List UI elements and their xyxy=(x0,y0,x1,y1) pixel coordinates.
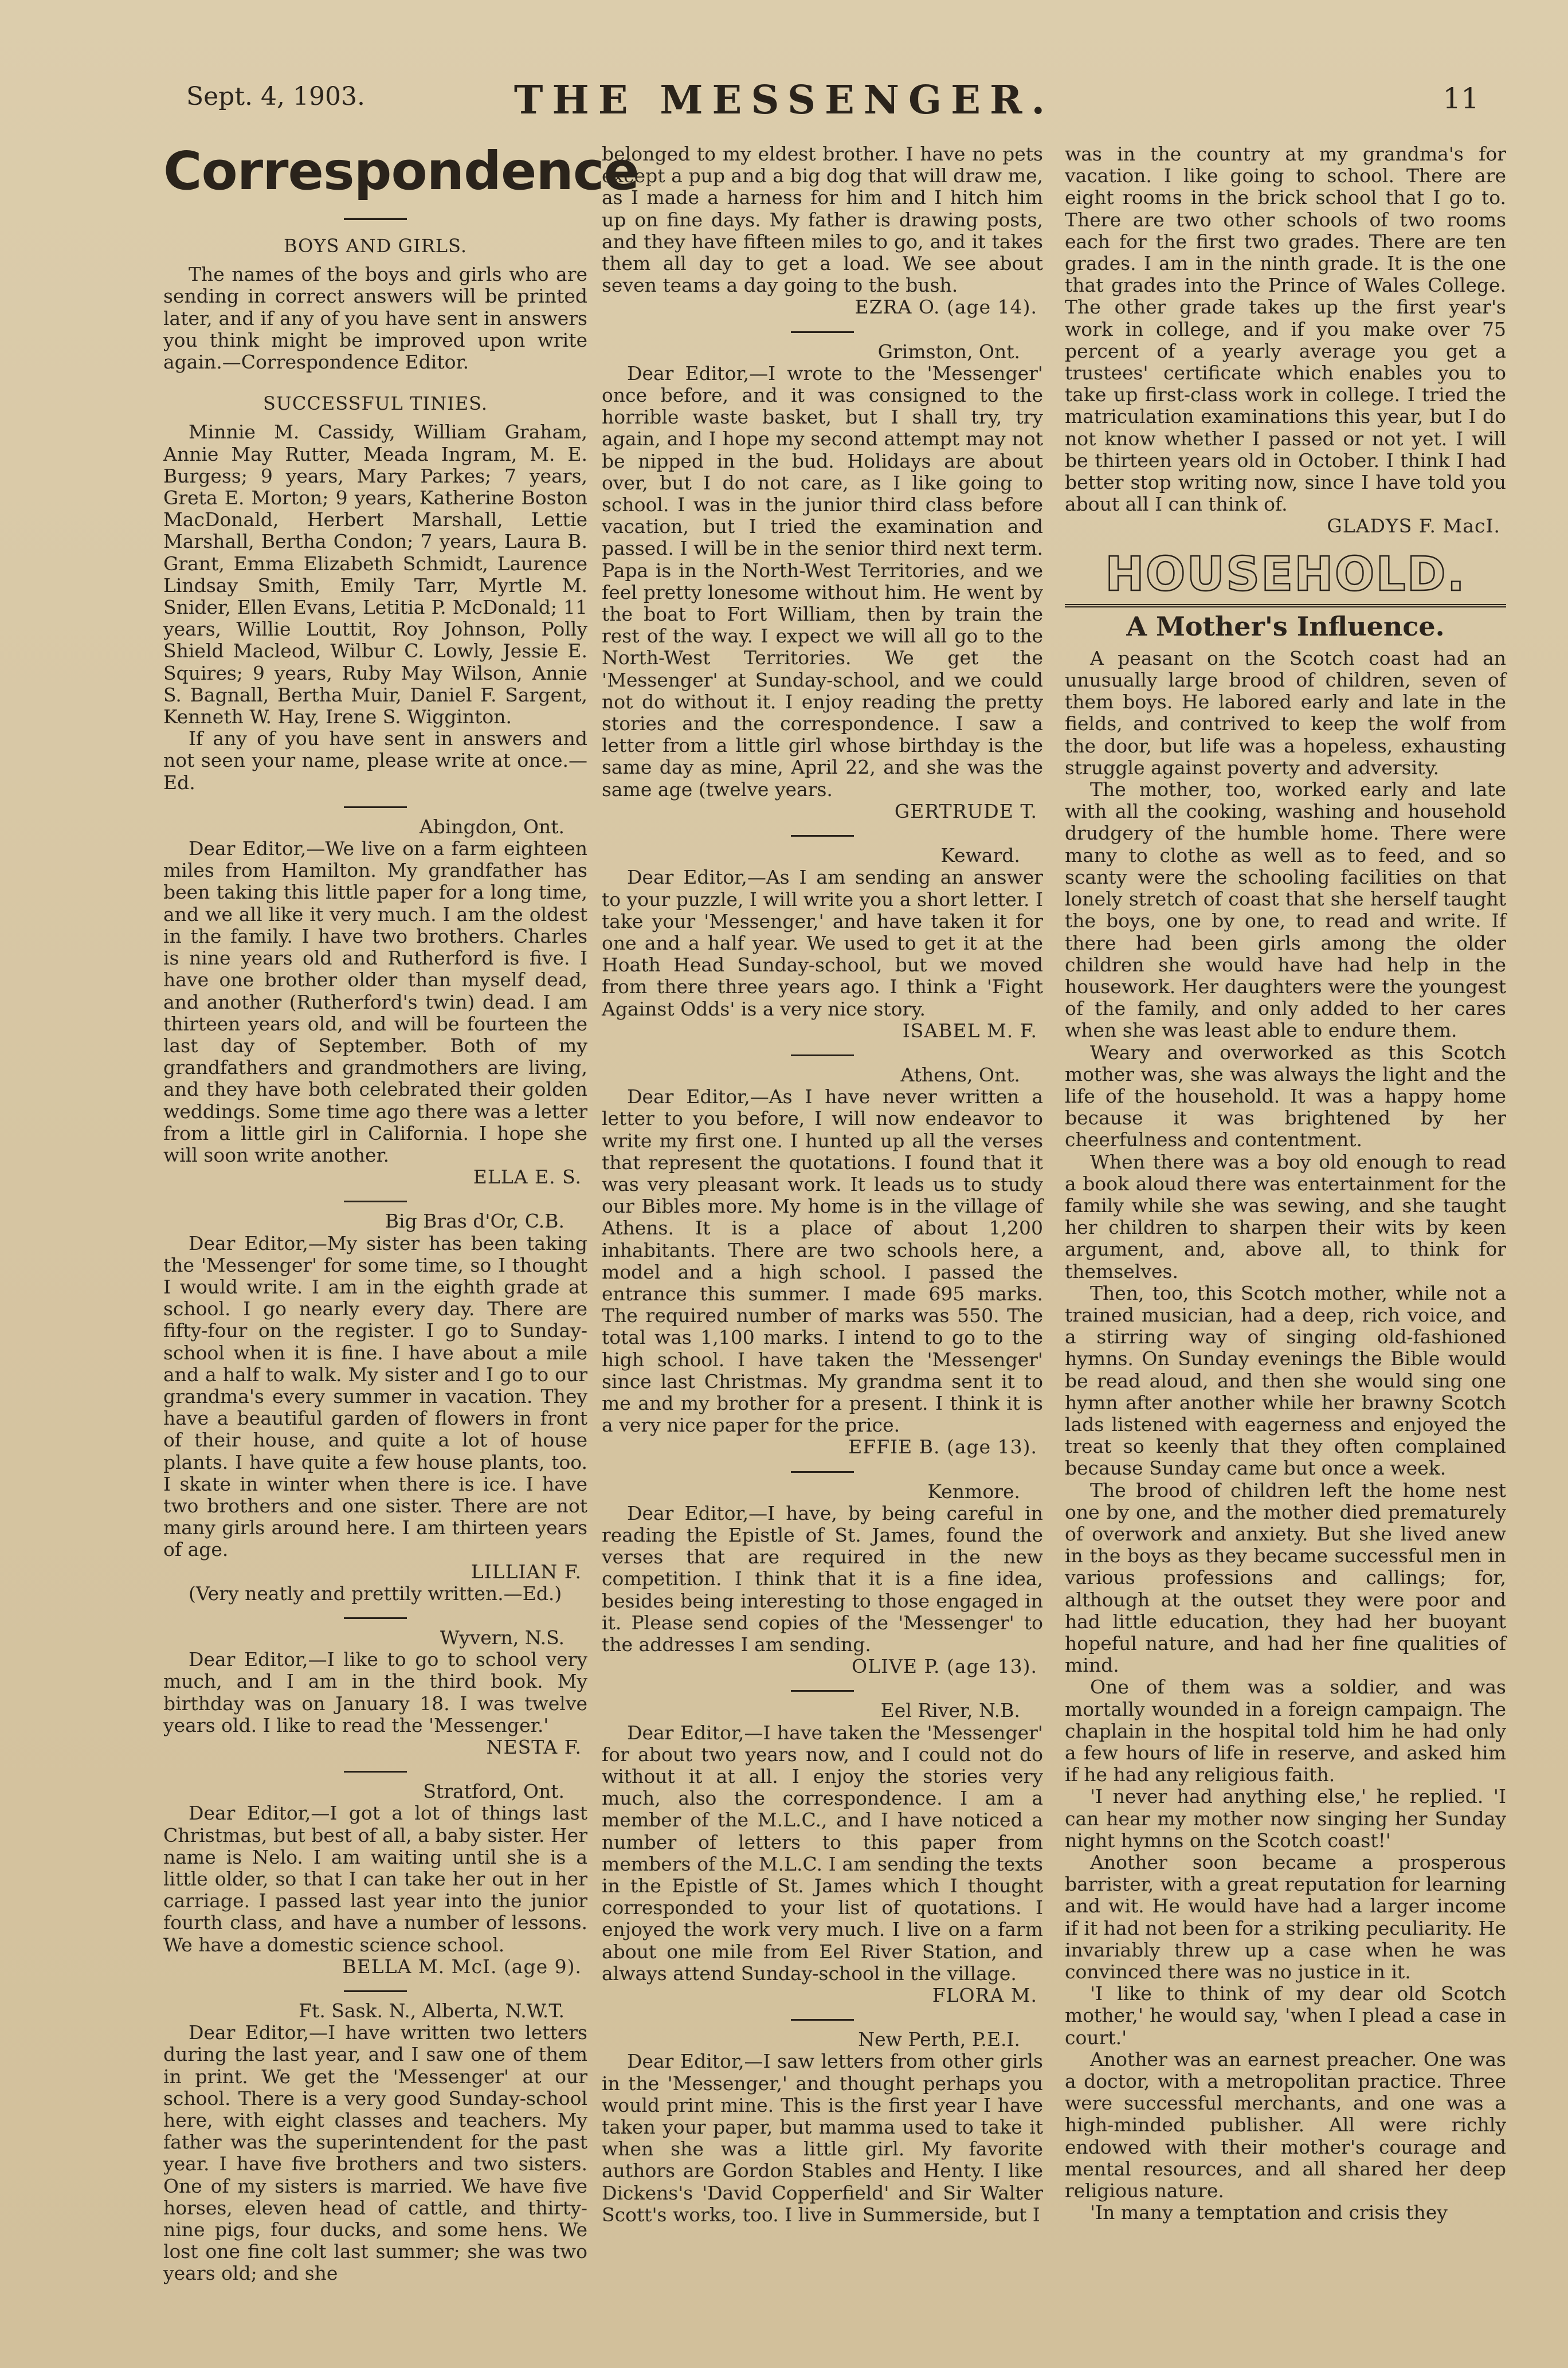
letter-dateline: Grimston, Ont. xyxy=(877,340,1020,363)
story-paragraph: 'I never had anything else,' he replied. 'I can hear my mother now singing her Sunday night hymns on the Scotch coast!' xyxy=(1065,1785,1506,1852)
story-title: A Mother's Influence. xyxy=(1126,610,1445,642)
letter-body: Dear Editor,—We live on a farm eighteen miles from Hamilton. My grandfather has been taking this little paper for a long time, and we all like it very much. I am the oldest in the family. I have two brothers. Charles is nine years old and Rutherford is five. I have one brother older than myself dead, and another (Rutherford's twin) dead. I am thirteen years old, and will be fourteen the last day of September. Both of my grandfathers and grandmothers are living, and they have both celebrated their golden weddings. Some time ago there was a letter from a little girl in California. I hope she will soon write another. xyxy=(163,837,587,1166)
letter-body: Dear Editor,—As I have never written a letter to you before, I will now endeavor to write my first one. I hunted up all the verses that represent the quotations. I found that it was very pleasant work. It leads us to study our Bibles more. My home is in the village of Athens. It is a place of about 1,200 inhabitants. There are two schools here, a model and a high school. I passed the entrance this summer. I made 695 marks. The required number of marks was 550. The total was 1,100 marks. I intend to go to the high school. I have taken the 'Messenger' since last Christmas. My grandma sent it to me and my brother for a present. I think it is a very nice paper for the price. xyxy=(602,1085,1043,1437)
story-paragraph: Another was an earnest preacher. One was a doctor, with a metropolitan practice. Three were successful merchants, and one was a high-minded publisher. All were richly endowed with their mother's courage and mental resources, and all shared her deep religious nature. xyxy=(1065,2048,1506,2202)
divider xyxy=(791,331,854,333)
letter-dateline: Ft. Sask. N., Alberta, N.W.T. xyxy=(299,2000,565,2022)
letter-continuation: belonged to my eldest brother. I have no pets except a pup and a big dog that will draw me, as I made a harness for him and I hitch him up on fine days. My father is drawing posts, and they have fifteen miles to go, and it takes them all day to get a load. We see about seven teams a day going to the bush. xyxy=(602,143,1043,297)
letter-dateline: Big Bras d'Or, C.B. xyxy=(385,1210,565,1233)
divider xyxy=(344,806,407,808)
story-paragraph: Weary and overworked as this Scotch mother was, she was always the light and the life of the household. It was a happy home because it was brightened by her cheerfulness and contentment. xyxy=(1065,1041,1506,1151)
letter-signature: ISABEL M. F. xyxy=(902,1019,1037,1042)
letter-body: Dear Editor,—I wrote to the 'Messenger' once before, and it was consigned to the horrible waste basket, but I shall try, try again, and I hope my second attempt may not be nipped in the bud. Holidays are about over, but I do not care, as I like going to school. I was in the junior third class before vacation, but I tried the examination and passed. I will be in the senior third next term. Papa is in the North-West Territories, and we feel pretty lonesome without him. He went by the boat to Fort William, then by train the rest of the way. I expect we will all go to the North-West Territories. We get the 'Messenger' at Sunday-school, and we could not do without it. I enjoy reading the pretty stories and the correspondence. I saw a letter from a little girl whose birthday is the same day as mine, April 22, and she was the same age (twelve years. xyxy=(602,362,1043,801)
letter-dateline: New Perth, P.E.I. xyxy=(858,2028,1020,2051)
divider xyxy=(344,1990,407,1992)
story-paragraph: A peasant on the Scotch coast had an unusually large brood of children, seven of them boys. He labored early and late in the fields, and contrived to keep the wolf from the door, but life was a hopeless, exhausting struggle against poverty and adversity. xyxy=(1065,646,1506,779)
letter-dateline: Wyvern, N.S. xyxy=(440,1626,565,1649)
letter-signature: BELLA M. McI. (age 9). xyxy=(342,1955,582,1978)
story-paragraph: One of them was a soldier, and was mortally wounded in a foreign campaign. The chaplain in the hospital told him he had only a few hours of life in reserve, and asked him if he had any religious faith. xyxy=(1065,1676,1506,1786)
page-number: 11 xyxy=(1442,82,1479,115)
story-paragraph: 'I like to think of my dear old Scotch mother,' he would say, 'when I plead a case in court.' xyxy=(1065,1982,1506,2049)
letter-signature: GLADYS F. MacI. xyxy=(1327,515,1500,538)
household-heading: HOUSEHOLD. xyxy=(1065,548,1506,607)
running-header xyxy=(0,72,1568,135)
letter-body: Dear Editor,—My sister has been taking the 'Messenger' for some time, so I thought I would write. I am in the eighth grade at school. I go nearly every day. There are fifty-four on the register. I go to Sunday-school when it is fine. I have about a mile and a half to walk. My sister and I go to our grandma's every summer in vacation. They have a beautiful garden of flowers in front of their house, and quite a lot of house plants. I have quite a few house plants, too. I skate in winter when there is ice. I have two brothers and one sister. There are not many girls around here. I am thirteen years of age. xyxy=(163,1232,587,1561)
letter-body: Dear Editor,—I have written two letters during the last year, and I saw one of them in print. We get the 'Messenger' at our school. There is a very good Sunday-school here, with eight classes and teachers. My father was the superintendent for the past year. I have five brothers and two sisters. One of my sisters is married. We have five horses, eleven head of cattle, and thirty-nine pigs, four ducks, and some hens. We lost one fine colt last summer; she was two years old; and she xyxy=(163,2021,587,2285)
divider xyxy=(791,1471,854,1473)
editor-note: (Very neatly and prettily written.—Ed.) xyxy=(189,1582,562,1605)
story-paragraph: When there was a boy old enough to read a book aloud there was entertainment for the family while she was sewing, and she taught her children to sharpen their wits by keen argument, and, above all, to think for themselves. xyxy=(1065,1150,1506,1283)
letter-signature: GERTRUDE T. xyxy=(894,799,1037,822)
newspaper-title: THE MESSENGER. xyxy=(513,77,1055,123)
letter-body: Dear Editor,—I saw letters from other girls in the 'Messenger,' and thought perhaps you would print mine. This is the first year I have taken your paper, but mamma used to take it when she was a little girl. My favorite authors are Gordon Stables and Henty. I like Dickens's 'David Copperfield' and Sir Walter Scott's works, too. I live in Summerside, but I xyxy=(602,2050,1043,2226)
intro-paragraph: The names of the boys and girls who are sending in correct answers will be printed later, and if any of you have sent in answers you think might be improved upon write again.—Correspondence Editor. xyxy=(163,263,587,374)
letter-signature: LILLIAN F. xyxy=(471,1560,582,1583)
correspondence-heading: Correspondence xyxy=(163,140,639,202)
divider xyxy=(344,1617,407,1619)
column-2 xyxy=(602,143,1043,2226)
letter-body: Dear Editor,—I have taken the 'Messenger' for about two years now, and I could not do without it at all. I enjoy the stories very much, also the correspondence. I am a member of the M.L.C., and I have noticed a number of letters to this paper from members of the M.L.C. I am sending the texts in the Epistle of St. James which I thought corresponded to your list of quotations. I enjoyed the work very much. I live on a farm about one mile from Eel River Station, and always attend Sunday-school in the village. xyxy=(602,1721,1043,1985)
letter-signature: FLORA M. xyxy=(932,1984,1037,2007)
letter-dateline: Eel River, N.B. xyxy=(880,1699,1020,1722)
story-paragraph: Then, too, this Scotch mother, while not a trained musician, had a deep, rich voice, and a stirring way of singing old-fashioned hymns. On Sunday evenings the Bible would be read aloud, and then she would sing one hymn after another while her brawny Scotch lads listened with eagerness and enjoyed the treat so keenly that they often complained because Sunday came but once a week. xyxy=(1065,1281,1506,1480)
letter-dateline: Stratford, Ont. xyxy=(423,1780,565,1803)
divider xyxy=(344,218,407,220)
letter-signature: OLIVE P. (age 13). xyxy=(852,1655,1037,1678)
tinies-heading: SUCCESSFUL TINIES. xyxy=(262,393,488,415)
letter-signature: ELLA E. S. xyxy=(473,1166,582,1189)
letter-signature: EFFIE B. (age 13). xyxy=(848,1436,1037,1459)
letter-dateline: Keward. xyxy=(940,844,1020,867)
tinies-list: Minnie M. Cassidy, William Graham, Annie May Rutter, Meada Ingram, M. E. Burgess; 9 years, Mary Parkes; 7 years, Greta E. Morton; 9 years, Katherine Boston MacDonald, Herbert Marshall, Lettie Marshall, Bertha Condon; 7 years, Laura B. Grant, Emma Elizabeth Schmidt, Laurence Lindsay Smith, Emily Tarr, Myrtle M. Snider, Ellen Evans, Letitia P. McDonald; 11 years, Willie Louttit, Roy Johnson, Polly Shield Macleod, Wilbur C. Lowly, Jessie E. Squires; 9 years, Ruby May Wilson, Annie S. Bagnall, Bertha Muir, Daniel F. Sargent, Kenneth W. Hay, Irene S. Wigginton. xyxy=(163,421,587,728)
tinies-note: If any of you have sent in answers and not seen your name, please write at once.—Ed. xyxy=(163,727,587,794)
story-paragraph: The brood of children left the home nest one by one, and the mother died prematurely of overwork and anxiety. But she lived anew in the boys as they became successful men in various professions and callings; for, although at the outset they were poor and had little education, they had her buoyant hopeful nature, and had her fine qualities of mind. xyxy=(1065,1479,1506,1677)
divider xyxy=(344,1771,407,1773)
divider xyxy=(791,835,854,837)
column-3 xyxy=(1065,143,1506,2224)
story-paragraph: 'In many a temptation and crisis they xyxy=(1090,2201,1448,2224)
letter-body: Dear Editor,—As I am sending an answer to your puzzle, I will write you a short letter. I take your 'Messenger,' and have taken it for one and a half year. We used to get it at the Hoath Head Sunday-school, but we moved from there three years ago. I think a 'Fight Against Odds' is a very nice story. xyxy=(602,866,1043,1020)
divider xyxy=(791,1054,854,1056)
letter-body: Dear Editor,—I like to go to school very much, and I am in the third book. My birthday was on January 18. I was twelve years old. I like to read the 'Messenger.' xyxy=(163,1648,587,1736)
letter-dateline: Kenmore. xyxy=(927,1480,1020,1503)
letter-dateline: Abingdon, Ont. xyxy=(419,815,565,838)
letter-signature: EZRA O. (age 14). xyxy=(854,296,1037,319)
divider xyxy=(344,1201,407,1202)
story-paragraph: Another soon became a prosperous barrister, with a great reputation for learning and wit. He would have had a larger income if it had not been for a striking peculiarity. He invariably threw up a case when he was convinced there was no justice in it. xyxy=(1065,1851,1506,1983)
letter-dateline: Athens, Ont. xyxy=(900,1063,1020,1086)
story-paragraph: The mother, too, worked early and late with all the cooking, washing and household drudgery of the humble home. There were many to clothe as well as to feed, and so scanty were the schooling facilities on that lonely stretch of coast that she herself taught the boys, one by one, to read and write. If there had been girls among the older children she would have had help in the housework. Her daughters were the youngest of the family, and only added to her cares when she was least able to endure them. xyxy=(1065,778,1506,1042)
letter-body: Dear Editor,—I got a lot of things last Christmas, but best of all, a baby sister. Her name is Nelo. I am waiting until she is a little older, so that I can take her out in her carriage. I passed last year into the junior fourth class, and have a number of lessons. We have a domestic science school. xyxy=(163,1802,587,1956)
letter-body: Dear Editor,—I have, by being careful in reading the Epistle of St. James, found the verses that are required in the new competition. I think that it is a fine idea, besides being interesting to those engaged in it. Please send copies of the 'Messenger' to the addresses I am sending. xyxy=(602,1501,1043,1656)
boys-girls-heading: BOYS AND GIRLS. xyxy=(284,235,467,257)
letter-signature: NESTA F. xyxy=(486,1736,582,1758)
issue-date: Sept. 4, 1903. xyxy=(186,82,365,111)
letter-continuation: was in the country at my grandma's for vacation. I like going to school. There are eight rooms in the brick school that I go to. There are two other schools of two rooms each for the first two grades. There are ten grades. I am in the ninth grade. It is the one that grades into the Prince of Wales College. The other grade takes up the first year's work in college, and if you make over 75 percent of a yearly average you get a trustees' certificate which enables you to take up first-class work in college. I tried the matriculation examinations this year, but I do not know whether I passed or not yet. I will be thirteen years old in October. I think I had better stop writing now, since I have told you about all I can think of. xyxy=(1065,143,1506,516)
divider xyxy=(791,1690,854,1692)
column-1 xyxy=(163,140,639,2285)
divider xyxy=(791,2019,854,2021)
